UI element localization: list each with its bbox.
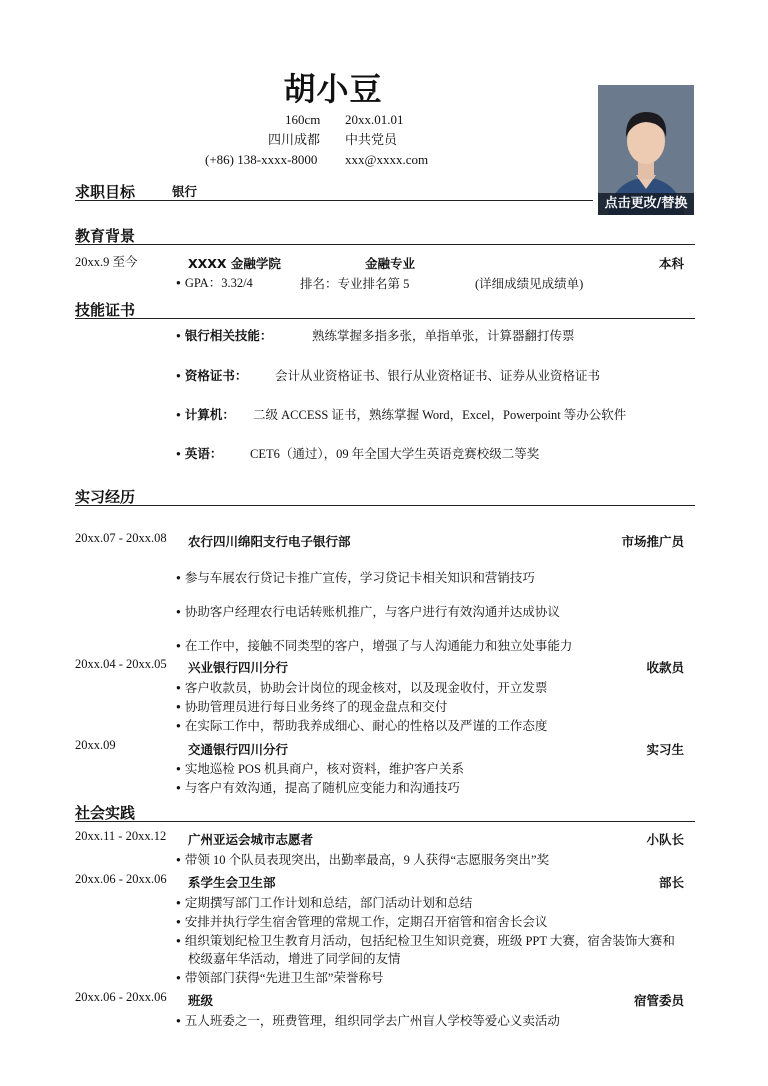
objective-heading: 求职目标 <box>75 183 136 201</box>
job-bullet: ● 与客户有效沟通，提高了随机应变能力和沟通技巧 <box>176 778 460 796</box>
email: xxx@xxxx.com <box>345 152 429 167</box>
activity-bullet-continued: 校级嘉年华活动，增进了同学间的友情 <box>188 952 401 966</box>
activity-bullet: ● 带领 10 个队员表现突出，出勤率最高，9 人获得“志愿服务突出”奖 <box>176 850 549 868</box>
objective-value: 银行 <box>172 184 198 199</box>
internship-heading: 实习经历 <box>75 488 136 506</box>
job-role: 收款员 <box>646 660 684 675</box>
job-bullet: ● 实地巡检 POS 机具商户，核对资料，维护客户关系 <box>176 759 464 777</box>
skill-item: ● 英语： <box>176 444 222 462</box>
phone: (+86) 138-xxxx-8000 <box>205 152 318 167</box>
job-org: 交通银行四川分行 <box>188 742 289 757</box>
activity-period: 20xx.06 - 20xx.06 <box>75 990 167 1004</box>
activity-bullet: ● 五人班委之一，班费管理，组织同学去广州盲人学校等爱心义卖活动 <box>176 1011 560 1029</box>
social-heading: 社会实践 <box>75 804 136 822</box>
profile-photo[interactable] <box>598 85 694 215</box>
objective-rule <box>75 200 593 201</box>
social-rule <box>75 821 695 822</box>
education-rule <box>75 244 695 245</box>
job-period: 20xx.04 - 20xx.05 <box>75 657 167 671</box>
skills-heading: 技能证书 <box>75 301 136 319</box>
job-role: 实习生 <box>646 742 684 757</box>
height: 160cm <box>285 112 321 127</box>
skill-text: 会计从业资格证书、银行从业资格证书、证券从业资格证书 <box>275 369 601 383</box>
skill-text: 熟练掌握多指多张，单指单张，计算器翻打传票 <box>312 329 575 343</box>
transcript-note: (详细成绩见成绩单) <box>475 277 584 291</box>
job-period: 20xx.07 - 20xx.08 <box>75 531 167 545</box>
school: XXXX 金融学院 <box>188 256 281 271</box>
birth-date: 20xx.01.01 <box>345 112 404 127</box>
degree: 本科 <box>658 256 684 271</box>
education-heading: 教育背景 <box>75 227 136 245</box>
activity-org: 系学生会卫生部 <box>188 875 276 890</box>
activity-bullet: ● 组织策划纪检卫生教育月活动，包括纪检卫生知识竞赛，班级 PPT 大赛，宿舍装饰大赛和 <box>176 931 675 949</box>
skill-item: ● 银行相关技能： <box>176 326 272 344</box>
gpa: ● GPA：3.32/4 <box>176 273 253 291</box>
job-role: 市场推广员 <box>621 534 684 549</box>
job-bullet: ● 协助管理员进行每日业务终了的现金盘点和交付 <box>176 697 447 715</box>
education-period: 20xx.9 至今 <box>75 255 138 269</box>
activity-org: 班级 <box>188 993 214 1008</box>
skill-text: 二级 ACCESS 证书，熟练掌握 Word，Excel，Powerpoint 等办公软件 <box>253 408 627 422</box>
job-bullet: ● 协助客户经理农行电话转账机推广，与客户进行有效沟通并达成协议 <box>176 602 560 620</box>
rank: 排名：专业排名第 5 <box>300 277 410 291</box>
candidate-name: 胡小豆 <box>283 70 383 108</box>
major: 金融专业 <box>365 256 416 271</box>
location: 四川成都 <box>268 132 321 147</box>
skills-rule <box>75 318 695 319</box>
internship-rule <box>75 505 695 506</box>
skill-item: ● 资格证书： <box>176 366 247 384</box>
activity-role: 宿管委员 <box>633 993 684 1008</box>
political-status: 中共党员 <box>345 132 398 147</box>
skill-text: CET6（通过），09 年全国大学生英语竞赛校级二等奖 <box>250 447 540 461</box>
activity-role: 部长 <box>658 875 684 890</box>
activity-period: 20xx.11 - 20xx.12 <box>75 829 167 843</box>
skill-item: ● 计算机： <box>176 405 235 423</box>
activity-bullet: ● 安排并执行学生宿舍管理的常规工作，定期召开宿管和宿舍长会议 <box>176 912 547 930</box>
job-org: 兴业银行四川分行 <box>188 660 289 675</box>
job-bullet: ● 在工作中，接触不同类型的客户，增强了与人沟通能力和独立处事能力 <box>176 636 572 654</box>
activity-role: 小队长 <box>646 832 684 847</box>
job-bullet: ● 在实际工作中，帮助我养成细心、耐心的性格以及严谨的工作态度 <box>176 716 547 734</box>
activity-period: 20xx.06 - 20xx.06 <box>75 872 167 886</box>
photo-replace-label[interactable]: 点击更改/替换 <box>598 193 694 215</box>
job-org: 农行四川绵阳支行电子银行部 <box>188 534 351 549</box>
activity-org: 广州亚运会城市志愿者 <box>188 832 314 847</box>
job-bullet: ● 客户收款员，协助会计岗位的现金核对，以及现金收付，开立发票 <box>176 678 547 696</box>
job-period: 20xx.09 <box>75 738 116 752</box>
job-bullet: ● 参与车展农行贷记卡推广宣传，学习贷记卡相关知识和营销技巧 <box>176 568 535 586</box>
activity-bullet: ● 定期撰写部门工作计划和总结，部门活动计划和总结 <box>176 893 472 911</box>
activity-bullet: ● 带领部门获得“先进卫生部”荣誉称号 <box>176 968 383 986</box>
